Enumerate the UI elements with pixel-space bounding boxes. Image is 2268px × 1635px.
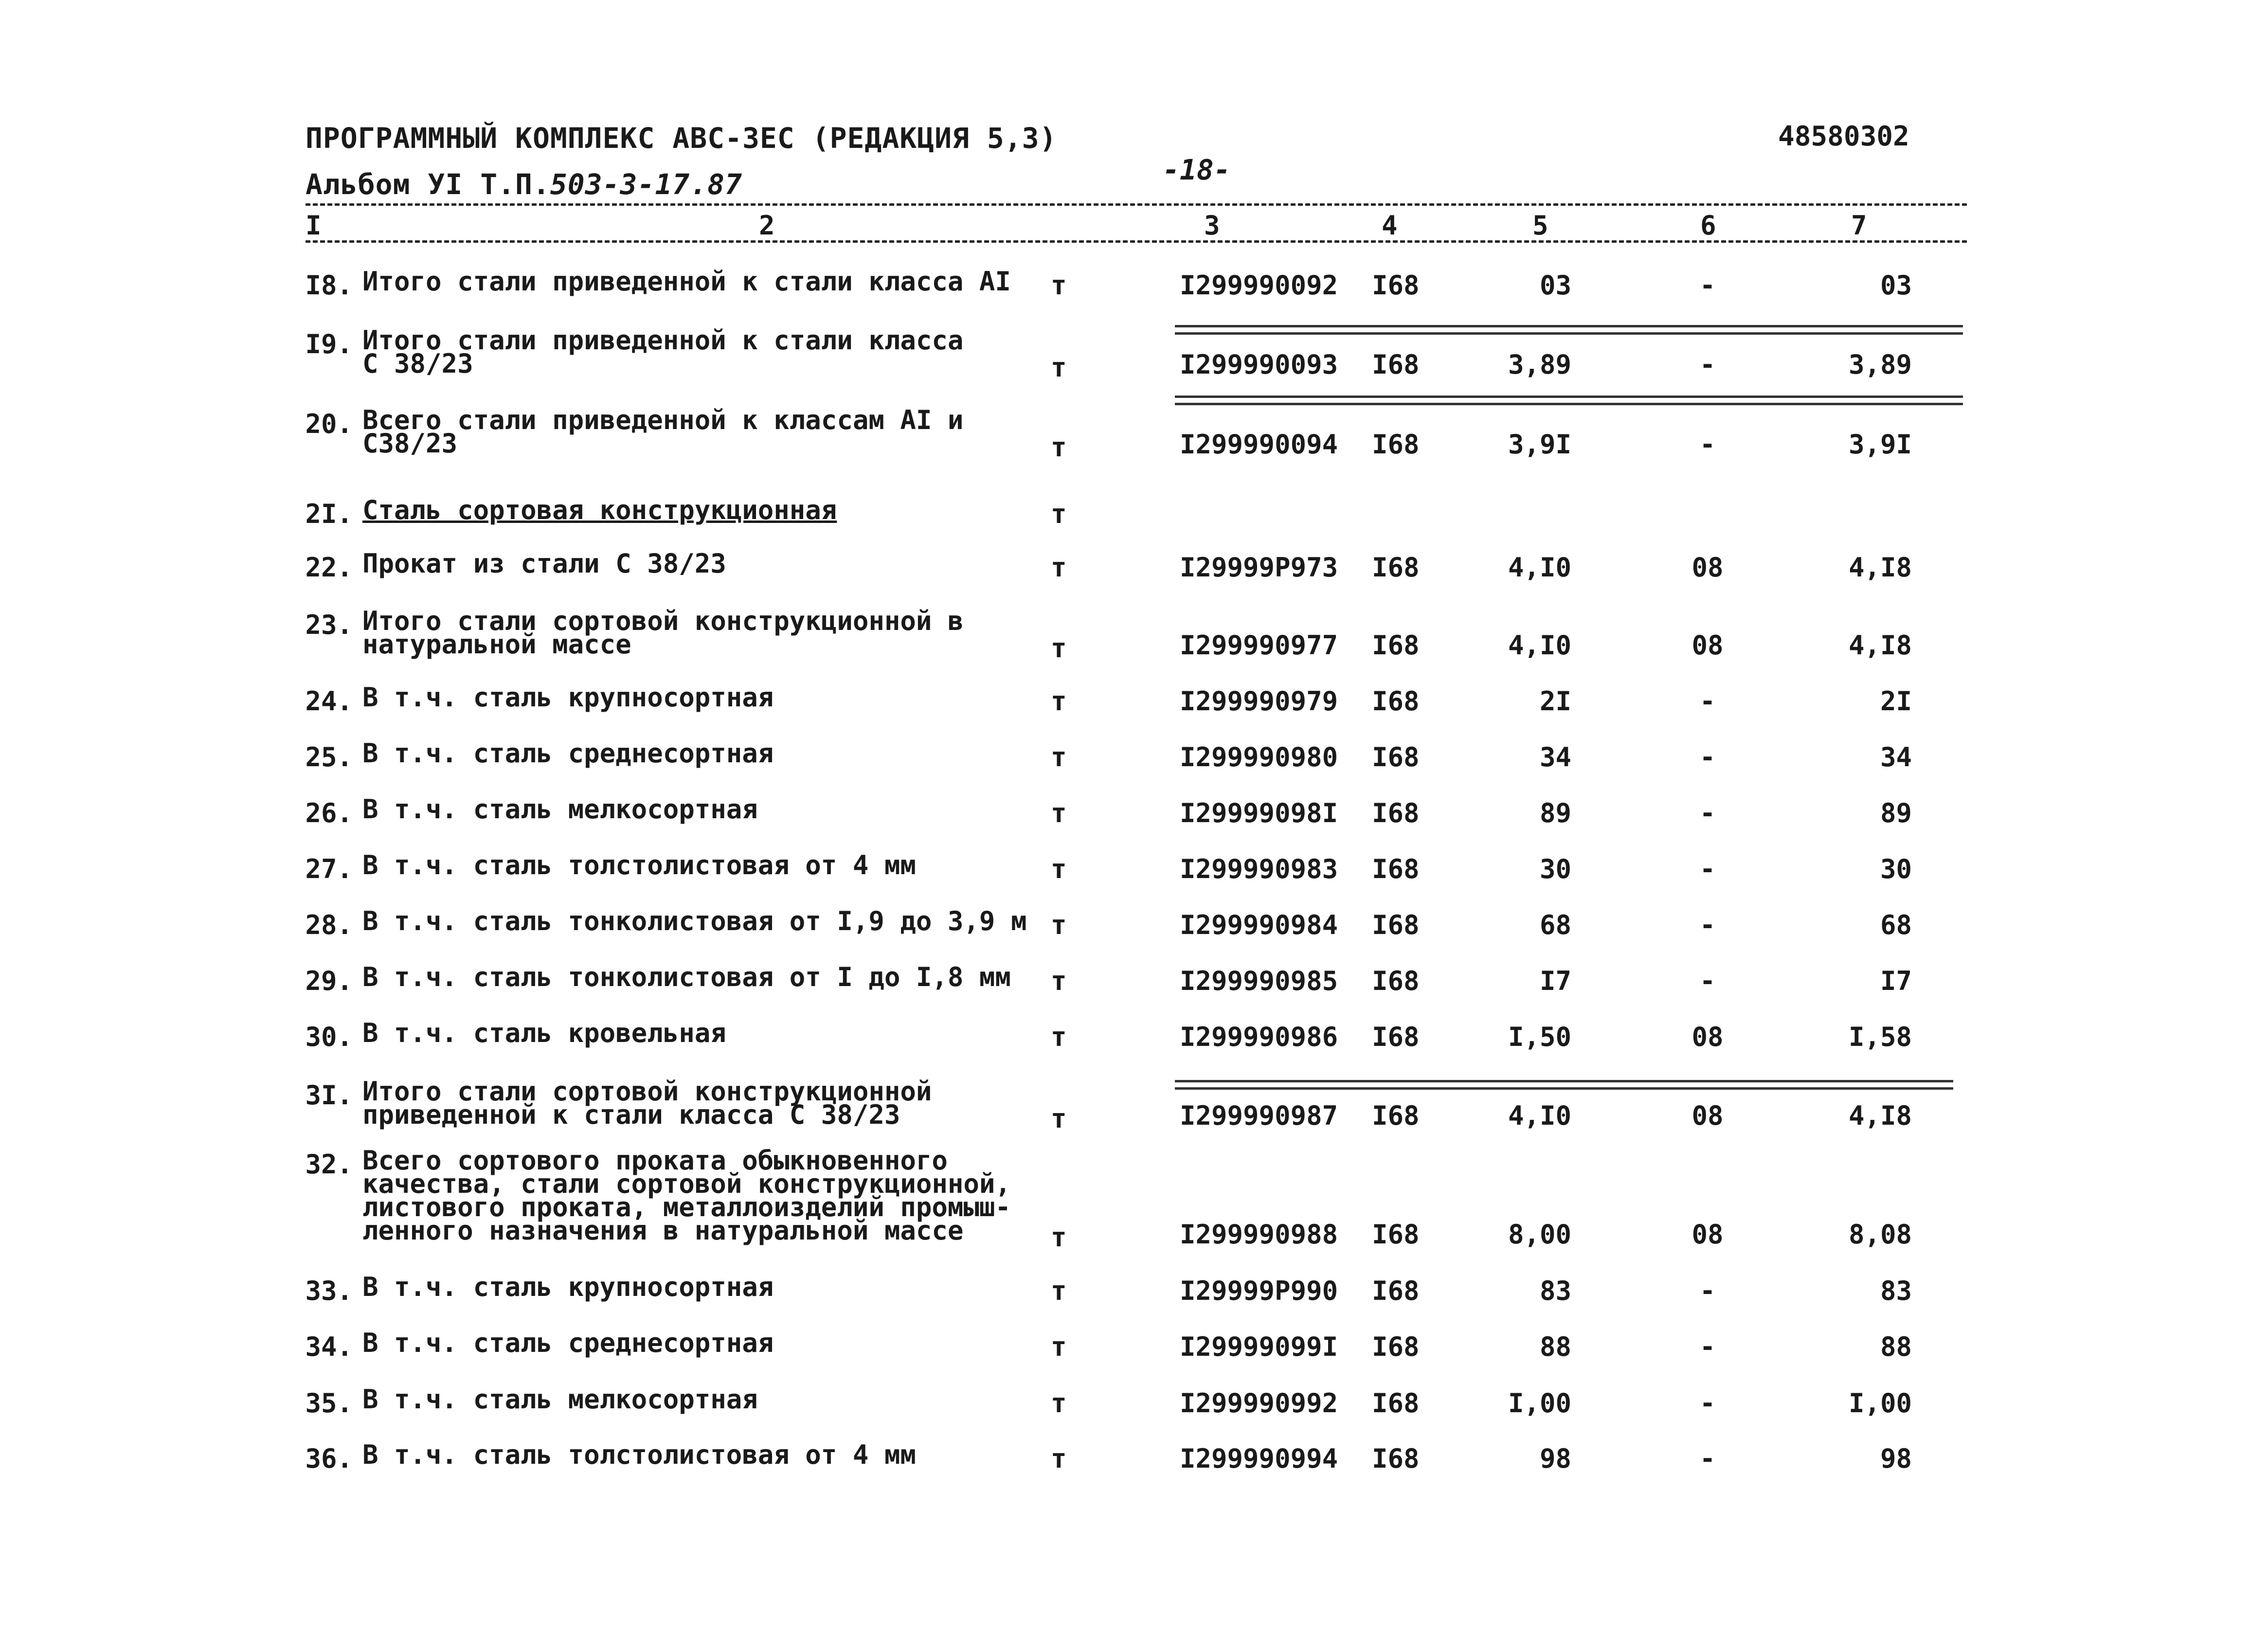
unit-cell: т	[1051, 552, 1067, 583]
description-line: С38/23	[362, 428, 458, 459]
document-number: 48580302	[1778, 121, 1909, 152]
unit-cell: т	[1051, 1331, 1067, 1362]
row-number: 34.	[305, 1331, 353, 1362]
column-5-cell: 68	[1539, 910, 1571, 940]
column-6-cell: -	[1699, 742, 1716, 773]
description-line: Всего стали приведенной к классам АI и	[362, 405, 964, 435]
column-4-cell: I68	[1372, 1443, 1420, 1474]
code-cell: I299990094	[1180, 429, 1338, 460]
column-5-cell: 3,9I	[1508, 429, 1571, 460]
column-header-3: 3	[1204, 210, 1220, 241]
column-7-cell: 03	[1880, 270, 1912, 301]
code-cell: I299990980	[1180, 742, 1338, 773]
column-4-cell: I68	[1372, 1022, 1420, 1052]
column-7-cell: 34	[1880, 742, 1912, 773]
column-6-cell: 08	[1692, 1219, 1724, 1250]
total-separator-rule	[1175, 325, 1963, 335]
column-4-cell: I68	[1372, 686, 1420, 717]
column-7-cell: 83	[1880, 1276, 1912, 1306]
unit-cell: т	[1051, 270, 1067, 301]
description-line: В т.ч. сталь толстолистовая от 4 мм	[362, 850, 916, 880]
column-4-cell: I68	[1372, 1276, 1420, 1306]
column-4-cell: I68	[1372, 349, 1420, 380]
row-number: 35.	[305, 1388, 353, 1419]
row-description	[362, 606, 964, 660]
column-6-cell: -	[1699, 429, 1716, 460]
code-cell: I299990985	[1180, 966, 1338, 996]
unit-cell: т	[1051, 1276, 1067, 1306]
code-cell: I299990983	[1180, 854, 1338, 884]
unit-cell: т	[1051, 432, 1067, 463]
column-6-cell: -	[1699, 910, 1716, 940]
row-number: 20.	[305, 409, 353, 439]
column-7-cell: 98	[1880, 1443, 1912, 1474]
column-header-2: 2	[759, 210, 775, 241]
row-description	[362, 850, 916, 880]
column-6-cell: -	[1699, 1443, 1716, 1474]
row-number: I8.	[305, 270, 353, 301]
description-line: Всего сортового проката обыкновенного	[362, 1145, 948, 1176]
description-line: В т.ч. сталь тонколистовая от I,9 до 3,9 м	[362, 906, 1027, 936]
column-4-cell: I68	[1372, 429, 1420, 460]
row-number: 22.	[305, 552, 353, 583]
row-number: 29.	[305, 966, 353, 996]
column-6-cell: -	[1699, 270, 1716, 301]
row-number: 3I.	[305, 1080, 353, 1111]
row-description	[362, 794, 758, 825]
row-number: 23.	[305, 610, 353, 640]
row-number: 32.	[305, 1149, 353, 1180]
column-6-cell: -	[1699, 1276, 1716, 1306]
unit-cell: т	[1051, 1103, 1067, 1134]
album-handwritten-number: 503-3-17.87	[550, 168, 742, 201]
description-line: В т.ч. сталь толстолистовая от 4 мм	[362, 1439, 916, 1470]
unit-cell: т	[1051, 910, 1067, 940]
description-line: Прокат из стали С 38/23	[362, 548, 726, 579]
total-separator-rule	[1175, 395, 1963, 405]
column-7-cell: 2I	[1880, 686, 1912, 717]
column-5-cell: 2I	[1539, 686, 1571, 717]
column-4-cell: I68	[1372, 1219, 1420, 1250]
row-description	[362, 682, 774, 713]
row-description	[362, 906, 1027, 936]
column-7-cell: 3,89	[1848, 349, 1912, 380]
column-5-cell: 89	[1539, 798, 1571, 828]
column-7-cell: 4,I8	[1848, 1100, 1912, 1131]
row-number: 24.	[305, 686, 353, 717]
description-line: листового проката, металлоизделий промыш-	[362, 1192, 1011, 1222]
code-cell: I299990986	[1180, 1022, 1338, 1052]
column-7-cell: 3,9I	[1848, 429, 1912, 460]
code-cell: I29999099I	[1180, 1331, 1338, 1362]
column-5-cell: 3,89	[1508, 349, 1571, 380]
row-description	[362, 325, 964, 379]
column-6-cell: 08	[1692, 630, 1724, 661]
row-number: 33.	[305, 1276, 353, 1306]
description-line: С 38/23	[362, 348, 473, 379]
column-5-cell: 4,I0	[1508, 630, 1571, 661]
row-number: I9.	[305, 329, 353, 359]
column-header-4: 4	[1382, 210, 1398, 241]
column-5-cell: 8,00	[1508, 1219, 1571, 1250]
code-cell: I299990977	[1180, 630, 1338, 661]
column-6-cell: -	[1699, 854, 1716, 884]
row-number: 25.	[305, 742, 353, 773]
column-6-cell: -	[1699, 1331, 1716, 1362]
unit-cell: т	[1051, 1222, 1067, 1253]
row-number: 36.	[305, 1443, 353, 1474]
row-description	[362, 1439, 916, 1470]
column-6-cell: -	[1699, 966, 1716, 996]
column-header-1: I	[306, 210, 322, 241]
unit-cell: т	[1051, 798, 1067, 828]
unit-cell: т	[1051, 854, 1067, 884]
description-line: ленного назначения в натуральной массе	[362, 1215, 964, 1246]
column-5-cell: 4,I0	[1508, 1100, 1571, 1131]
row-description	[362, 738, 774, 769]
column-6-cell: 08	[1692, 552, 1724, 583]
column-4-cell: I68	[1372, 966, 1420, 996]
row-description	[362, 1328, 774, 1358]
unit-cell: т	[1051, 1443, 1067, 1474]
total-separator-rule	[1175, 1080, 1953, 1090]
row-number: 28.	[305, 910, 353, 940]
album-reference	[306, 168, 742, 201]
row-description	[362, 495, 837, 525]
description-line: В т.ч. сталь среднесортная	[362, 738, 774, 769]
column-6-cell: 08	[1692, 1022, 1724, 1052]
description-line: Итого стали приведенной к стали класса АI	[362, 266, 1011, 297]
row-description	[362, 962, 1011, 992]
column-7-cell: 4,I8	[1848, 630, 1912, 661]
row-description	[362, 1384, 758, 1415]
column-5-cell: 03	[1539, 270, 1571, 301]
header-bottom-rule	[306, 240, 1967, 243]
column-7-cell: 8,08	[1848, 1219, 1912, 1250]
column-7-cell: I7	[1880, 966, 1912, 996]
code-cell: I299990979	[1180, 686, 1338, 717]
description-line: Итого стали сортовой конструкционной в	[362, 606, 964, 636]
column-7-cell: 88	[1880, 1331, 1912, 1362]
column-6-cell: 08	[1692, 1100, 1724, 1131]
unit-cell: т	[1051, 686, 1067, 717]
unit-cell: т	[1051, 1388, 1067, 1419]
code-cell: I29999098I	[1180, 798, 1338, 828]
row-number: 27.	[305, 854, 353, 884]
code-cell: I299990987	[1180, 1100, 1338, 1131]
row-number: 2I.	[305, 499, 353, 529]
code-cell: I299990093	[1180, 349, 1338, 380]
code-cell: I299990992	[1180, 1388, 1338, 1419]
unit-cell: т	[1051, 742, 1067, 773]
description-line: Итого стали приведенной к стали класса	[362, 325, 964, 356]
column-6-cell: -	[1699, 686, 1716, 717]
unit-cell: т	[1051, 633, 1067, 664]
row-description	[362, 1145, 1011, 1246]
column-5-cell: 88	[1539, 1331, 1571, 1362]
description-line: Итого стали сортовой конструкционной	[362, 1076, 932, 1107]
column-5-cell: 83	[1539, 1276, 1571, 1306]
row-description	[362, 405, 964, 459]
column-4-cell: I68	[1372, 1388, 1420, 1419]
column-6-cell: -	[1699, 1388, 1716, 1419]
column-5-cell: 30	[1539, 854, 1571, 884]
column-7-cell: 30	[1880, 854, 1912, 884]
column-4-cell: I68	[1372, 630, 1420, 661]
unit-cell: т	[1051, 1022, 1067, 1052]
description-line: приведенной к стали класса С 38/23	[362, 1099, 900, 1130]
column-4-cell: I68	[1372, 1100, 1420, 1131]
column-7-cell: 89	[1880, 798, 1912, 828]
description-line: В т.ч. сталь кровельная	[362, 1018, 726, 1048]
row-description	[362, 1018, 726, 1048]
column-5-cell: 4,I0	[1508, 552, 1571, 583]
description-line: Сталь сортовая конструкционная	[362, 495, 837, 525]
unit-cell: т	[1051, 499, 1067, 529]
header-top-rule	[306, 203, 1967, 206]
column-5-cell: I,50	[1508, 1022, 1571, 1052]
description-line: В т.ч. сталь крупносортная	[362, 682, 774, 713]
column-6-cell: -	[1699, 349, 1716, 380]
code-cell: I299990092	[1180, 270, 1338, 301]
row-description	[362, 548, 726, 579]
row-description	[362, 1272, 774, 1302]
column-7-cell: 4,I8	[1848, 552, 1912, 583]
row-description	[362, 1076, 932, 1130]
description-line: В т.ч. сталь мелкосортная	[362, 794, 758, 825]
program-title: ПРОГРАММНЫЙ КОМПЛЕКС АВС-ЗЕС (РЕДАКЦИЯ 5,3)	[306, 122, 1057, 155]
code-cell: I299990984	[1180, 910, 1338, 940]
description-line: В т.ч. сталь тонколистовая от I до I,8 мм	[362, 962, 1011, 992]
row-description	[362, 266, 1011, 297]
album-prefix: Альбом УI Т.П.	[306, 168, 550, 201]
column-5-cell: I,00	[1508, 1388, 1571, 1419]
column-4-cell: I68	[1372, 854, 1420, 884]
column-7-cell: 68	[1880, 910, 1912, 940]
column-4-cell: I68	[1372, 270, 1420, 301]
column-4-cell: I68	[1372, 552, 1420, 583]
code-cell: I29999P973	[1180, 552, 1338, 583]
column-5-cell: I7	[1539, 966, 1571, 996]
column-5-cell: 98	[1539, 1443, 1571, 1474]
column-4-cell: I68	[1372, 910, 1420, 940]
page-number: -18-	[1163, 153, 1231, 186]
description-line: качества, стали сортовой конструкционной,	[362, 1168, 1011, 1199]
column-4-cell: I68	[1372, 742, 1420, 773]
column-6-cell: -	[1699, 798, 1716, 828]
column-5-cell: 34	[1539, 742, 1571, 773]
code-cell: I29999P990	[1180, 1276, 1338, 1306]
column-4-cell: I68	[1372, 798, 1420, 828]
description-line: В т.ч. сталь среднесортная	[362, 1328, 774, 1358]
code-cell: I299990988	[1180, 1219, 1338, 1250]
description-line: В т.ч. сталь мелкосортная	[362, 1384, 758, 1415]
unit-cell: т	[1051, 966, 1067, 996]
unit-cell: т	[1051, 352, 1067, 383]
row-number: 26.	[305, 798, 353, 828]
column-header-5: 5	[1532, 210, 1548, 241]
column-4-cell: I68	[1372, 1331, 1420, 1362]
column-7-cell: I,00	[1848, 1388, 1912, 1419]
row-number: 30.	[305, 1022, 353, 1052]
column-7-cell: I,58	[1848, 1022, 1912, 1052]
column-header-7: 7	[1851, 210, 1867, 241]
description-line: натуральной массе	[362, 629, 631, 660]
column-header-6: 6	[1700, 210, 1716, 241]
code-cell: I299990994	[1180, 1443, 1338, 1474]
description-line: В т.ч. сталь крупносортная	[362, 1272, 774, 1302]
